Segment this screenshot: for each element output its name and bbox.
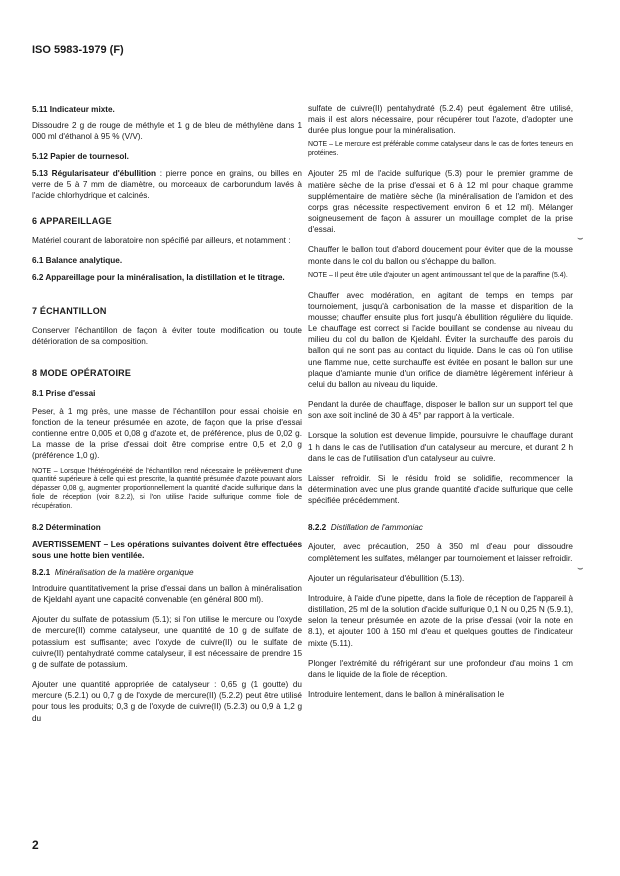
margin-mark-bottom: ⌣ <box>577 563 584 574</box>
section-8-2-2-number: 8.2.2 <box>308 523 327 533</box>
section-5-13 <box>32 168 302 201</box>
right-paragraph-10: Introduire, à l'aide d'une pipette, dans la fiole de réception de l'appareil à distillation, 25 ml de la solution d'acide sulfurique 0,1 N ou 0,25 N (5.9.1), selon la teneur présumée en azote de la prise d'essai (voir la note en 8.1), et ajouter 100 à 150 ml d'eau et quelques gouttes de l'indicateur mixte (5.11). <box>308 593 573 648</box>
section-6-2-title: 6.2 Appareillage pour la minéralisation, la distillation et le titrage. <box>32 272 285 282</box>
section-8-1-note: NOTE – Lorsque l'hétérogénéité de l'échantillon rend nécessaire le prélèvement d'une quantité supérieure à celle qui est prescrite, la quantité présumée d'azote pouvant alors dépasser 0,08 g, augmenter proportionnellement la quantité d'acide sulfurique dans la fiole de réception (voir 8.2.2), si l'on utilise l'acide sulfurique comme fiole de récupération. <box>32 467 302 511</box>
right-paragraph-11: Plonger l'extrémité du réfrigérant sur une profondeur d'au moins 1 cm dans le liquide de la fiole de réception. <box>308 658 573 679</box>
right-note-1: NOTE – Le mercure est préférable comme catalyseur dans le cas de fortes teneurs en protéines. <box>308 141 573 158</box>
section-8-1-title: 8.1 Prise d'essai <box>32 388 96 398</box>
section-8-2-1-heading: Minéralisation de la matière organique <box>54 567 194 577</box>
right-paragraph-5: Pendant la durée de chauffage, disposer le ballon sur un support tel que son axe soit incliné de 30 à 45° par rapport à la verticale. <box>308 400 573 421</box>
section-7-title: 7 ÉCHANTILLON <box>32 305 107 316</box>
section-5-11-text: Dissoudre 2 g de rouge de méthyle et 1 g de bleu de méthylène dans 1 000 ml d'éthanol à 95 % (V/V). <box>32 121 302 142</box>
section-5-12-title: 5.12 Papier de tournesol. <box>32 152 129 162</box>
section-8-1-text: Peser, à 1 mg près, une masse de l'échantillon pour essai choisie en fonction de la teneur présumée en azote, de façon que la prise d'essai contienne entre 0,005 et 0,08 g d'azote et, de préférence, plus de 0,02 g. La masse de la prise d'essai doit être comprise entre 0,5 et 2,0 g (préférence 1,0 g). <box>32 406 302 461</box>
right-paragraph-2: Ajouter 25 ml de l'acide sulfurique (5.3) pour le premier gramme de matière sèche de la prise d'essai et 6 à 12 ml pour chaque gramme supplémentaire de matière sèche (la minéralisation de l'amidon et des corps gras nécessite respectivement environ 6 et 12 ml). Mélanger soigneusement de façon à assurer un mouillage complet de la prise d'essai. <box>308 169 573 235</box>
section-8-2-1-title <box>32 567 302 578</box>
document-header: ISO 5983-1979 (F) <box>32 44 124 56</box>
warning-text: AVERTISSEMENT – Les opérations suivantes doivent être effectuées sous une hotte bien ventilée. <box>32 539 302 560</box>
left-paragraph-2: Ajouter du sulfate de potassium (5.1); si l'on utilise le mercure ou l'oxyde de mercure(II) comme catalyseur, une quantité de 10 g de sulfate de potassium est suffisante; avec l'oxyde de cuivre(II) ou le sulfate de cuivre(II) pentahydraté comme catalyseur, il est nécessaire de prendre 15 g de sulfate de potassium. <box>32 615 302 669</box>
right-paragraph-7: Laisser refroidir. Si le résidu froid se solidifie, recommencer la détermination avec une plus grande quantité d'acide sulfurique que celle spécifiée précédemment. <box>308 473 573 506</box>
right-paragraph-6: Lorsque la solution est devenue limpide, poursuivre le chauffage durant 1 h dans le cas de l'utilisation d'un catalyseur au mercure, et durant 2 h dans le cas de l'utilisation d'un catalyseur au cuivre. <box>308 431 573 463</box>
right-note-2: NOTE – Il peut être utile d'ajouter un agent antimoussant tel que de la paraffine (5.4). <box>308 271 568 279</box>
right-paragraph-9: Ajouter un régularisateur d'ébullition (5.13). <box>308 573 465 583</box>
section-6-text: Matériel courant de laboratoire non spécifié par ailleurs, et notamment : <box>32 236 291 246</box>
section-5-11-title: 5.11 Indicateur mixte. <box>32 105 115 114</box>
right-paragraph-12: Introduire lentement, dans le ballon à minéralisation le <box>308 690 505 699</box>
right-paragraph-3: Chauffer le ballon tout d'abord doucement pour éviter que de la mousse monte dans le col du ballon ou s'échappe du ballon. <box>308 245 573 266</box>
left-column <box>32 104 302 733</box>
section-8-2-2-title <box>308 522 573 533</box>
section-7-text: Conserver l'échantillon de façon à éviter toute modification ou toute détérioration de sa composition. <box>32 326 302 347</box>
left-paragraph-3: Ajouter une quantité appropriée de catalyseur : 0,65 g (1 goutte) du mercure (5.2.1) ou 0,7 g de l'oxyde de mercure(II) (5.2.2) peut être utilisé pour tous les produits; 0,3 g de l'oxyde de cuivre(II) (5.2.3) ou 0,9 à 1,2 g du <box>32 680 302 723</box>
section-8-2-1-number: 8.2.1 <box>32 567 51 577</box>
margin-mark-top: ⌣ <box>577 233 584 244</box>
section-6-title: 6 APPAREILLAGE <box>32 216 112 227</box>
left-paragraph-1: Introduire quantitativement la prise d'essai dans un ballon à minéralisation de Kjeldahl ayant une capacité convenable (en général 800 ml). <box>32 583 302 605</box>
right-paragraph-1: sulfate de cuivre(II) pentahydraté (5.2.4) peut également être utilisé, mais il est alors nécessaire, pour récupérer tout l'azote, d'adopter une durée plus longue pour la minéralisation. <box>308 104 573 136</box>
page-number: 2 <box>32 838 39 852</box>
section-5-13-title: 5.13 Régularisateur d'ébullition <box>32 168 157 178</box>
section-8-2-2-heading: Distillation de l'ammoniac <box>330 523 423 533</box>
section-8-title: 8 MODE OPÉRATOIRE <box>32 368 132 379</box>
right-column <box>308 103 573 709</box>
right-paragraph-8: Ajouter, avec précaution, 250 à 350 ml d'eau pour dissoudre complètement les sulfates, mélanger par tournoiement et laisser refroidir. <box>308 542 573 563</box>
right-paragraph-4: Chauffer avec modération, en agitant de temps en temps par tournoiement, jusqu'à carbonisation de la masse et disparition de la mousse; chauffer ensuite plus fort jusqu'à ébullition régulière du liquide. Le chauffage est correct si l'acide bouillant se condense au niveau du milieu du col du ballon de Kjeldahl. Éviter la surchauffe des parois du ballon qui ne sont pas au contact du liquide. Dans le cas où l'on utilise une flamme nue, cette surchauffe est évitée en posant le ballon sur une plaque d'amiante munie d'un orifice de diamètre légèrement inférieur à celui du ballon au niveau du liquide. <box>308 290 573 389</box>
section-5-13-text: : pierre ponce en grains, ou billes en verre de 5 à 7 mm de diamètre, ou morceaux de carborundum lavés à l'acide chlorhydrique et calcinés. <box>32 168 302 200</box>
section-8-2-title: 8.2 Détermination <box>32 523 101 533</box>
section-6-1-title: 6.1 Balance analytique. <box>32 256 123 266</box>
